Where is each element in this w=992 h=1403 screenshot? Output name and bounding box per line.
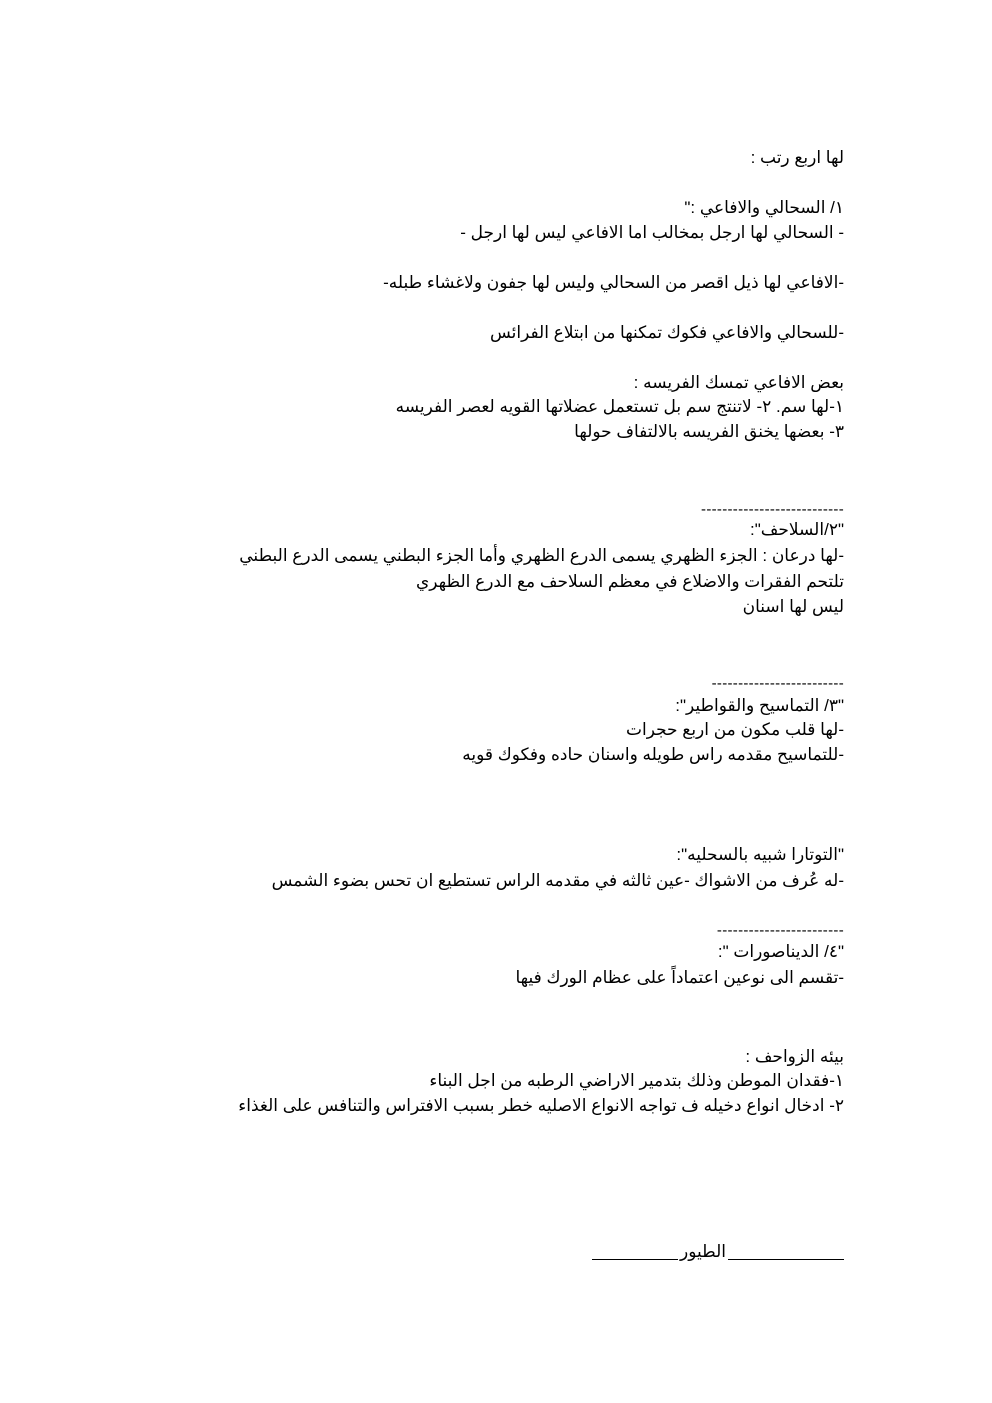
section1-line4: بعض الافاعي تمسك الفريسه : <box>633 373 844 392</box>
section1-title: ١/ السحالي والافاعي :" <box>684 198 844 217</box>
section2-line2: تلتحم الفقرات والاضلاع في معظم السلاحف مع الدرع الظهري <box>415 572 844 591</box>
section3-line2: -للتماسيح مقدمه راس طويله واسنان حاده وفكوك قويه <box>462 745 844 764</box>
tuatara-line1: -له عُرف من الاشواك -عين ثالثه في مقدمه الراس تستطيع ان تحس بضوء الشمس <box>271 871 844 890</box>
section2-line3: ليس لها اسنان <box>742 597 844 616</box>
divider-3: ------------------------ <box>716 922 844 939</box>
section1-line6: ٣- بعضها يخنق الفريسه بالالتفاف حولها <box>574 422 844 441</box>
underline-right <box>728 1259 844 1260</box>
section1-line5: ١-لها سم. ٢- لاتنتج سم بل تستعمل عضلاتها القويه لعصر الفريسه <box>395 397 844 416</box>
ranks-heading: لها اربع رتب : <box>750 148 844 167</box>
section3-line1: -لها قلب مكون من اربع حجرات <box>625 720 844 739</box>
section4-title: "٤/ الديناصورات ": <box>717 942 844 961</box>
tuatara-title: "التوتارا شبيه بالسحليه": <box>676 845 844 864</box>
underline-left <box>592 1259 678 1260</box>
environment-line1: ١-فقدان الموطن وذلك بتدمير الاراضي الرطبه من اجل البناء <box>429 1071 844 1090</box>
section1-line3: -للسحالي والافاعي فكوك تمكنها من ابتلاع الفرائس <box>489 323 844 342</box>
environment-title: بيئه الزواحف : <box>745 1047 844 1066</box>
birds-heading-line <box>592 1240 844 1264</box>
divider-1: --------------------------- <box>701 501 844 518</box>
section3-title: "٣/ التماسيح والقواطير": <box>675 696 844 715</box>
section1-line1: - السحالي لها ارجل بمخالب اما الافاعي ليس لها ارجل - <box>460 223 844 242</box>
section2-title: "٢/السلاحف": <box>750 520 844 539</box>
section1-line2: -الافاعي لها ذيل اقصر من السحالي وليس لها جفون ولاغشاء طبله- <box>383 273 844 292</box>
divider-2: ------------------------- <box>711 675 844 692</box>
environment-line2: ٢- ادخال انواع دخيله ف تواجه الانواع الاصليه خطر بسبب الافتراس والتنافس على الغذاء <box>238 1096 844 1115</box>
section4-line1: -تقسم الى نوعين اعتماداً على عظام الورك فيها <box>515 968 844 987</box>
section2-line1: -لها درعان : الجزء الظهري يسمى الدرع الظهري وأما الجزء البطني يسمى الدرع البطني <box>239 546 844 565</box>
birds-heading: الطيور <box>680 1242 726 1261</box>
